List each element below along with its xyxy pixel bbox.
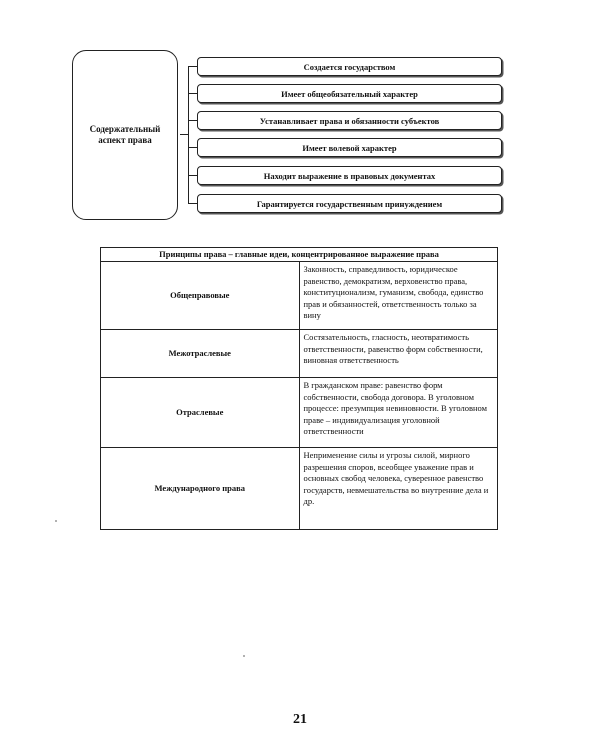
content-aspect-diagram [70,46,510,226]
principle-desc: В гражданском праве: равенство форм собственности, свобода договора. В уголовном процессе: презумпция невиновности. В уголовном праве – индивидуализация уголовной ответственности [299,378,498,448]
principle-name: Отраслевые [101,378,300,448]
table-row [101,448,498,530]
scan-speck [243,655,245,657]
diagram-connector [180,134,188,135]
principle-name: Международного права [101,448,300,530]
diagram-item: Гарантируется государственным принуждением [197,194,502,213]
principle-desc: Состязательность, гласность, неотвратимость ответственности, равенство форм собственности, виновная ответственность [299,330,498,378]
scan-speck [55,520,57,522]
table-header: Принципы права – главные идеи, концентрированное выражение права [101,248,498,262]
diagram-item: Устанавливает права и обязанности субъектов [197,111,502,130]
table-row [101,330,498,378]
diagram-left-box: Содержательный аспект права [72,50,178,220]
page-number: 21 [293,712,307,727]
diagram-item: Находит выражение в правовых документах [197,166,502,185]
principle-desc: Законность, справедливость, юридическое равенство, демократизм, верховенство права, конституционализм, гуманизм, свобода, единство прав и обязанностей, ответственность только за вину [299,262,498,330]
table-row [101,378,498,448]
diagram-bracket [188,66,189,203]
diagram-item: Имеет волевой характер [197,138,502,157]
principle-desc: Неприменение силы и угрозы силой, мирного разрешения споров, всеобщее уважение прав и основных свобод человека, суверенное равенство государств, невмешательства во внутренние дела и др. [299,448,498,530]
principle-name: Межотраслевые [101,330,300,378]
diagram-item: Создается государством [197,57,502,76]
principles-table [100,247,498,530]
principle-name: Общеправовые [101,262,300,330]
diagram-item: Имеет общеобязательный характер [197,84,502,103]
table-row [101,262,498,330]
